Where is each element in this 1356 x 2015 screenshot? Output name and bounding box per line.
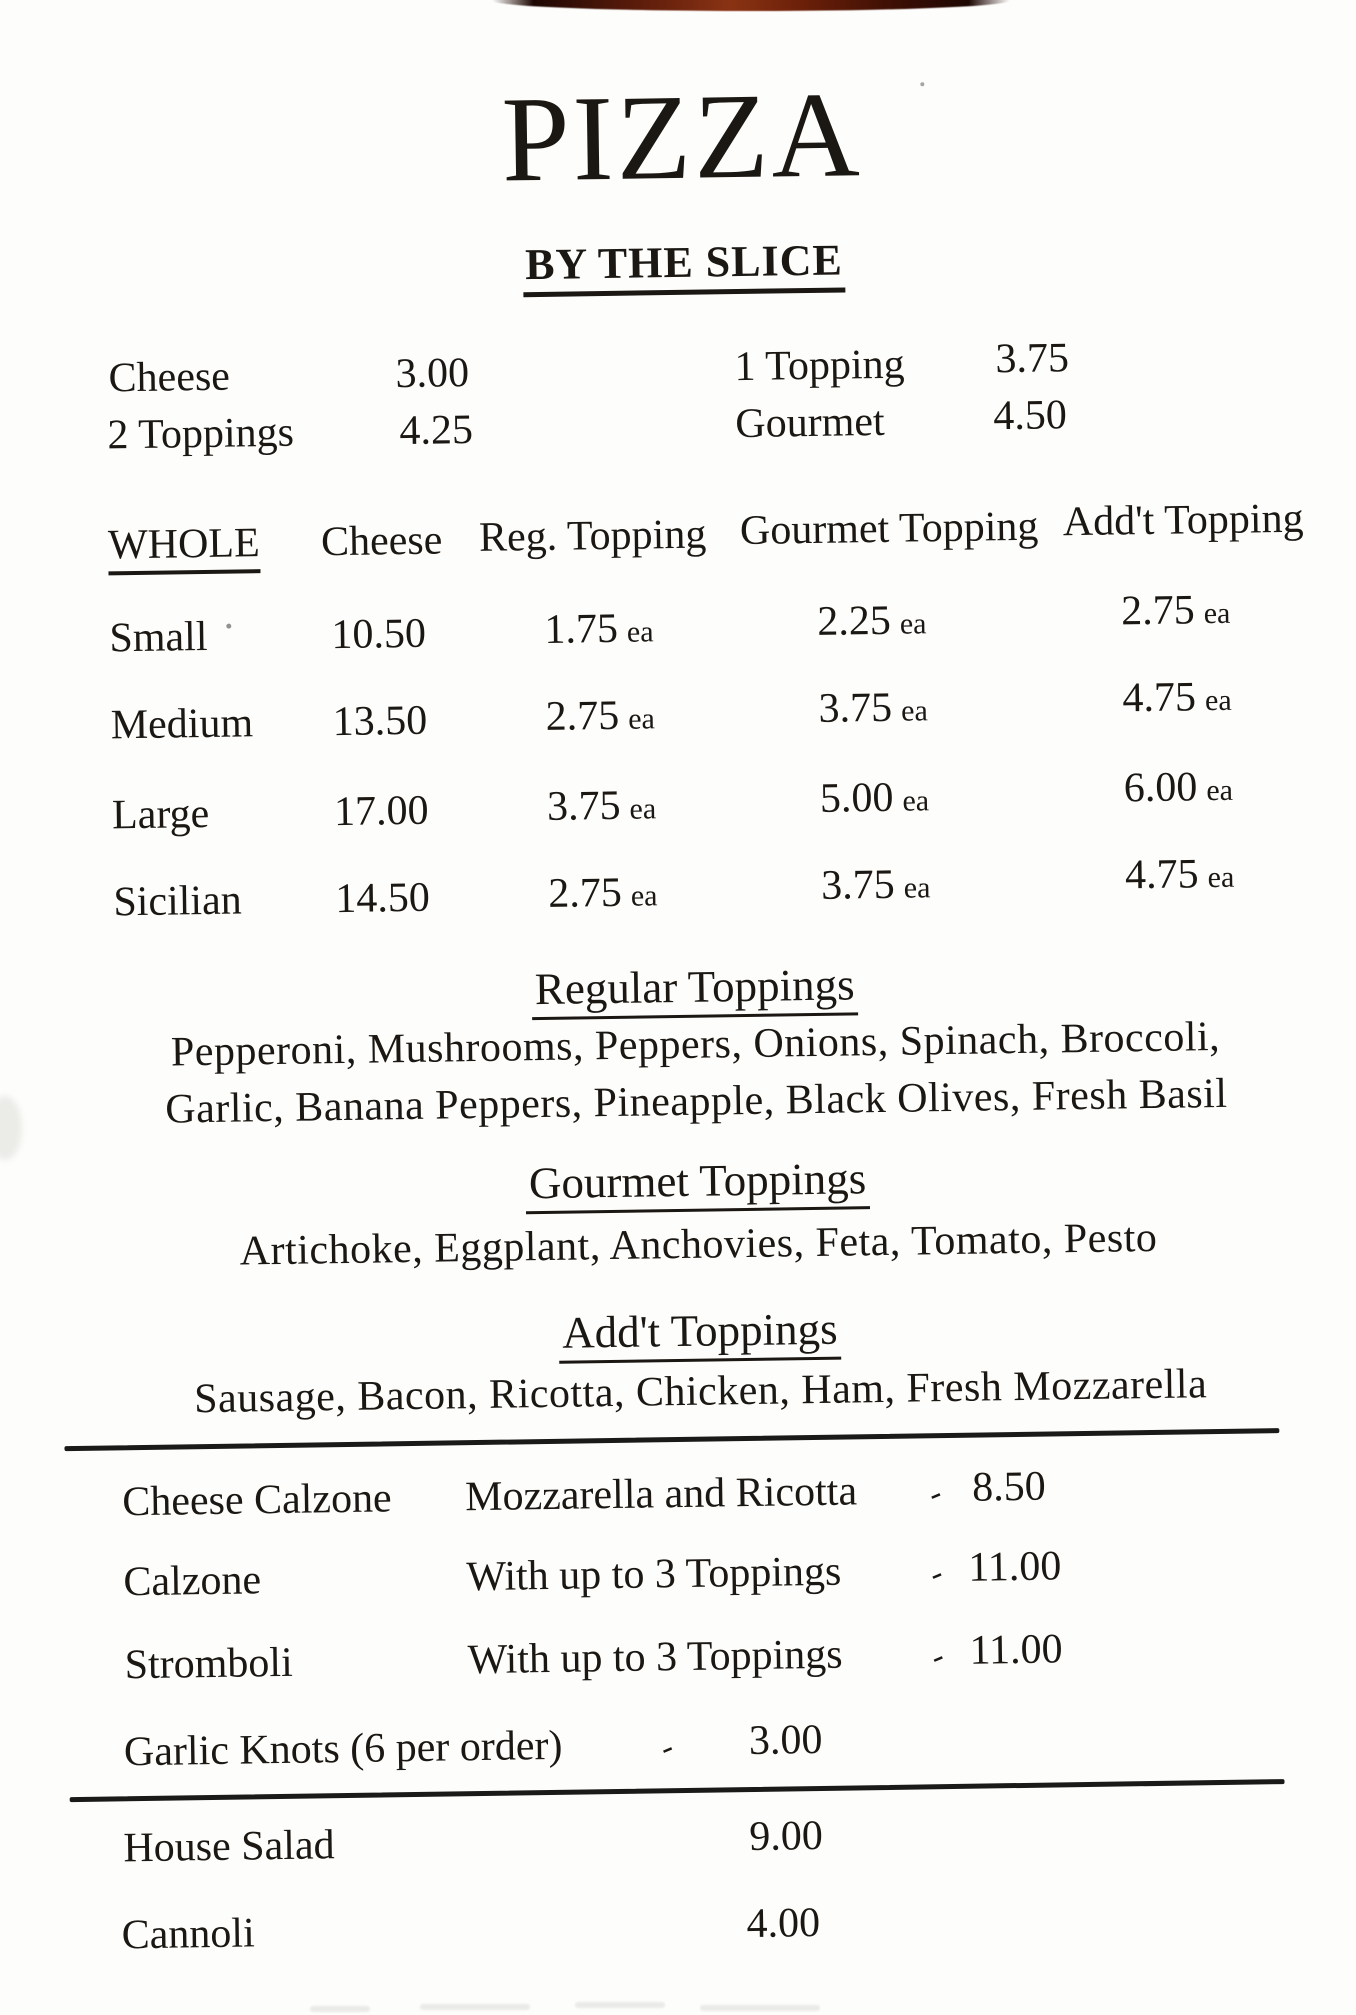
- price-value: 5.00: [819, 774, 894, 822]
- whole-table-header: WHOLE: [108, 519, 260, 576]
- price-dash: -: [922, 1474, 948, 1513]
- table-row-name: Large: [111, 790, 210, 839]
- table-row-name: Small: [109, 613, 208, 662]
- toppings-line: Sausage, Bacon, Ricotta, Chicken, Ham, Fresh Mozzarella: [193, 1361, 1208, 1423]
- slice-item-price: 3.00: [395, 350, 470, 398]
- cutoff-text-ghost: [700, 2005, 820, 2011]
- table-cell-gourmet: [818, 683, 928, 733]
- price-dash: -: [923, 1554, 949, 1593]
- table-cell-cheese: 13.50: [332, 697, 428, 746]
- ea-unit: ea: [1207, 860, 1235, 895]
- price-value: 3.75: [818, 684, 893, 732]
- menu-item-name: Calzone: [123, 1557, 262, 1606]
- ea-unit: ea: [1206, 773, 1234, 808]
- ea-unit: ea: [626, 615, 654, 649]
- price-dash: -: [654, 1728, 680, 1768]
- scan-speck: [920, 82, 924, 86]
- ea-unit: ea: [1203, 596, 1231, 631]
- menu-item-name: Cannoli: [121, 1910, 256, 1959]
- title-band: [26, 58, 1338, 218]
- price-value: 2.75: [547, 869, 623, 917]
- menu-item-name: Garlic Knots (6 per order): [123, 1722, 563, 1776]
- menu-item-price: 3.00: [748, 1716, 823, 1765]
- cutoff-text-ghost: [575, 2002, 665, 2008]
- table-cell-gourmet: [817, 596, 927, 646]
- toppings-line: Garlic, Banana Peppers, Pineapple, Black Olives, Fresh Basil: [164, 1070, 1228, 1133]
- ea-unit: ea: [902, 784, 930, 818]
- gourmet-toppings-heading: Gourmet Toppings: [526, 1153, 870, 1214]
- cutoff-text-ghost: [420, 2004, 530, 2010]
- price-value: 3.75: [546, 782, 621, 830]
- table-cell-addt: [1125, 850, 1235, 900]
- table-cell-addt: [1122, 673, 1232, 723]
- slice-item-label: Cheese: [108, 353, 231, 402]
- table-cell-reg: [545, 691, 655, 741]
- menu-item-price: 9.00: [748, 1812, 824, 1861]
- table-cell-gourmet: [820, 773, 930, 823]
- table-cell-cheese: 10.50: [331, 610, 427, 659]
- divider-line: [70, 1779, 1285, 1802]
- price-value: 2.75: [1120, 587, 1195, 635]
- section-heading-band: [42, 1146, 1353, 1221]
- menu-item-desc: Mozzarella and Ricotta: [464, 1468, 858, 1521]
- menu-item-name: Stromboli: [124, 1639, 294, 1689]
- slice-item-label: 2 Toppings: [107, 409, 295, 459]
- table-cell-reg: [548, 868, 658, 918]
- menu-item-desc: With up to 3 Toppings: [467, 1631, 843, 1684]
- by-the-slice-heading: BY THE SLICE: [523, 235, 845, 297]
- subtitle-band: [29, 228, 1340, 298]
- toppings-line: Pepperoni, Mushrooms, Peppers, Onions, Spinach, Broccoli,: [170, 1013, 1221, 1076]
- menu-item-price: 4.00: [746, 1899, 821, 1948]
- scan-speck: [226, 624, 231, 629]
- price-value: 2.25: [816, 597, 892, 645]
- table-cell-addt: [1123, 763, 1233, 813]
- menu-item-name: House Salad: [123, 1822, 335, 1872]
- whole-table-header: Gourmet Topping: [739, 503, 1039, 555]
- table-cell-reg: [544, 604, 654, 654]
- price-value: 2.75: [545, 692, 620, 740]
- price-value: 3.75: [820, 861, 896, 909]
- section-heading-band: [44, 1296, 1355, 1371]
- table-cell-addt: [1121, 586, 1231, 636]
- menu-item-price: 11.00: [969, 1626, 1063, 1674]
- table-cell-cheese: 17.00: [333, 787, 429, 836]
- table-cell-reg: [547, 781, 657, 831]
- slice-item-label: 1 Topping: [734, 341, 905, 391]
- ea-unit: ea: [1204, 683, 1232, 718]
- ea-unit: ea: [903, 871, 931, 905]
- whole-table-header: Add't Topping: [1062, 495, 1304, 546]
- whole-table-header: Cheese: [320, 517, 443, 566]
- price-dash: -: [924, 1637, 950, 1676]
- cutoff-text-ghost: [310, 2006, 370, 2012]
- addt-toppings-heading: Add't Toppings: [559, 1304, 841, 1364]
- ea-unit: ea: [899, 607, 927, 641]
- regular-toppings-heading: Regular Toppings: [531, 959, 858, 1020]
- ea-unit: ea: [627, 702, 656, 736]
- price-value: 4.75: [1122, 674, 1197, 722]
- whole-table-header: Reg. Topping: [478, 511, 707, 561]
- ea-unit: ea: [630, 879, 658, 913]
- slice-item-label: Gourmet: [735, 398, 885, 448]
- menu-item-price: 8.50: [971, 1463, 1046, 1511]
- divider-line: [64, 1428, 1279, 1451]
- price-value: 4.75: [1124, 851, 1199, 899]
- toppings-line: Artichoke, Eggplant, Anchovies, Feta, Tomato, Pesto: [239, 1214, 1158, 1275]
- table-cell-cheese: 14.50: [335, 874, 431, 923]
- ea-unit: ea: [900, 694, 929, 728]
- ea-unit: ea: [629, 792, 657, 826]
- table-row-name: Sicilian: [113, 877, 243, 926]
- table-cell-gourmet: [821, 860, 931, 910]
- menu-item-price: 11.00: [967, 1543, 1062, 1591]
- price-value: 1.75: [544, 605, 619, 653]
- menu-item-desc: With up to 3 Toppings: [466, 1548, 842, 1601]
- slice-item-price: 4.50: [992, 392, 1068, 440]
- menu-item-name: Cheese Calzone: [121, 1475, 392, 1526]
- page-title: PIZZA: [500, 67, 864, 208]
- table-row-name: Medium: [110, 700, 254, 749]
- price-value: 6.00: [1123, 764, 1198, 812]
- slice-item-price: 3.75: [995, 335, 1070, 383]
- slice-item-price: 4.25: [399, 406, 474, 455]
